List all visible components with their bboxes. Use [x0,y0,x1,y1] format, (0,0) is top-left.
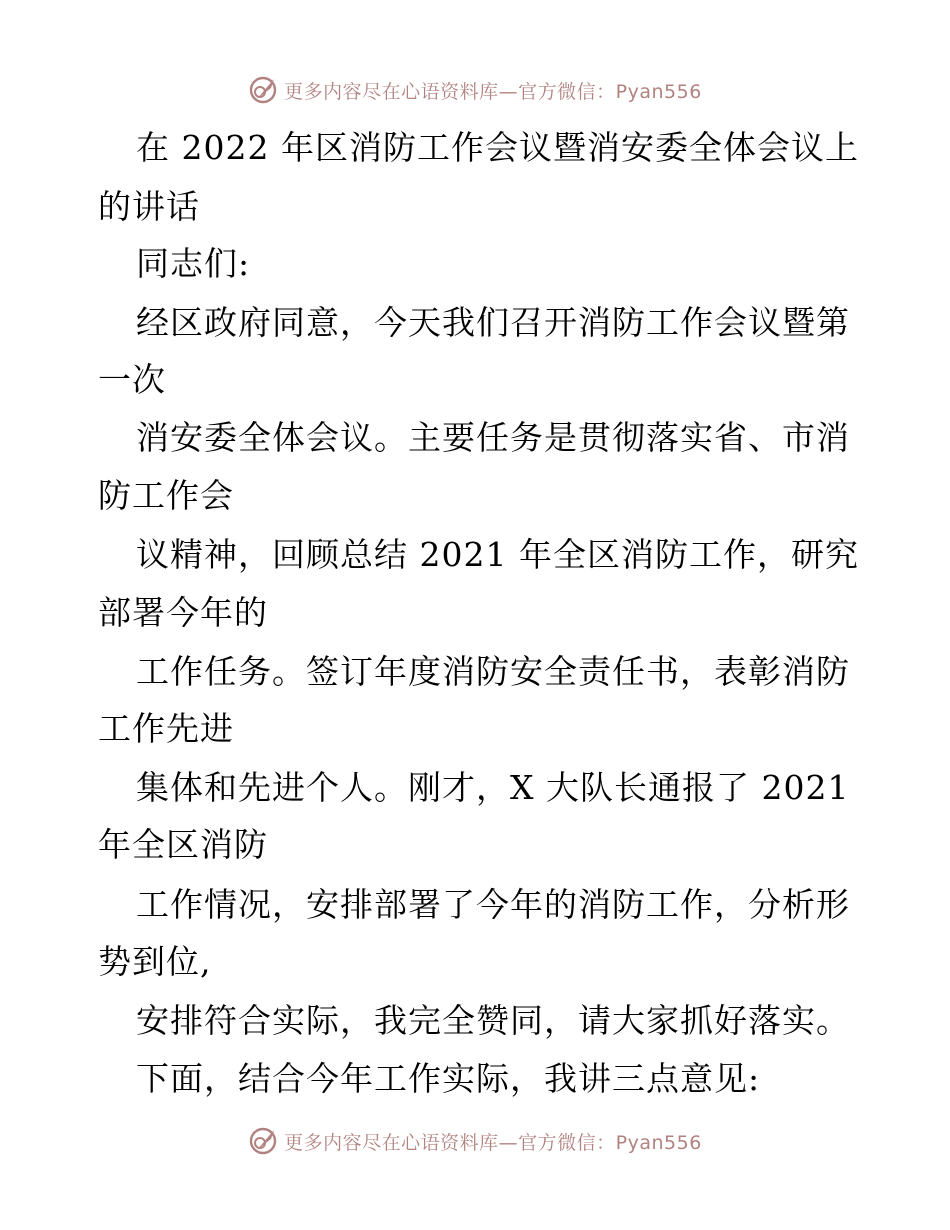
body-line: 工作情况，安排部署了今年的消防工作，分析形 [136,885,850,924]
body-line: 集体和先进个人。刚才，X 大队长通报了 2021 [136,768,850,807]
watermark-text: 更多内容尽在心语资料库—官方微信：Pyan556 [284,80,702,103]
body-line: 一次 [98,360,166,399]
footer-watermark [0,1121,950,1161]
body-line: 部署今年的 [98,593,268,632]
title-line-2: 的讲话 [98,187,200,226]
body-line: 年全区消防 [98,825,268,864]
watermark-text: 更多内容尽在心语资料库—官方微信：Pyan556 [284,1131,702,1154]
body-line: 工作先进 [98,709,234,748]
quill-logo-icon [248,1126,278,1156]
body-line: 势到位, [98,942,212,981]
body-line: 消安委全体会议。主要任务是贯彻落实省、市消 [136,418,850,457]
salutation: 同志们: [136,244,251,283]
body-line: 安排符合实际，我完全赞同，请大家抓好落实。 [136,1001,850,1040]
body-line: 经区政府同意，今天我们召开消防工作会议暨第 [136,303,850,342]
body-line: 防工作会 [98,476,234,515]
title-line-1: 在 2022 年区消防工作会议暨消安委全体会议上 [136,128,859,167]
body-line: 工作任务。签订年度消防安全责任书，表彰消防 [136,652,850,691]
body-line: 下面，结合今年工作实际，我讲三点意见: [136,1059,761,1098]
body-line: 议精神，回顾总结 2021 年全区消防工作，研究 [136,535,859,574]
